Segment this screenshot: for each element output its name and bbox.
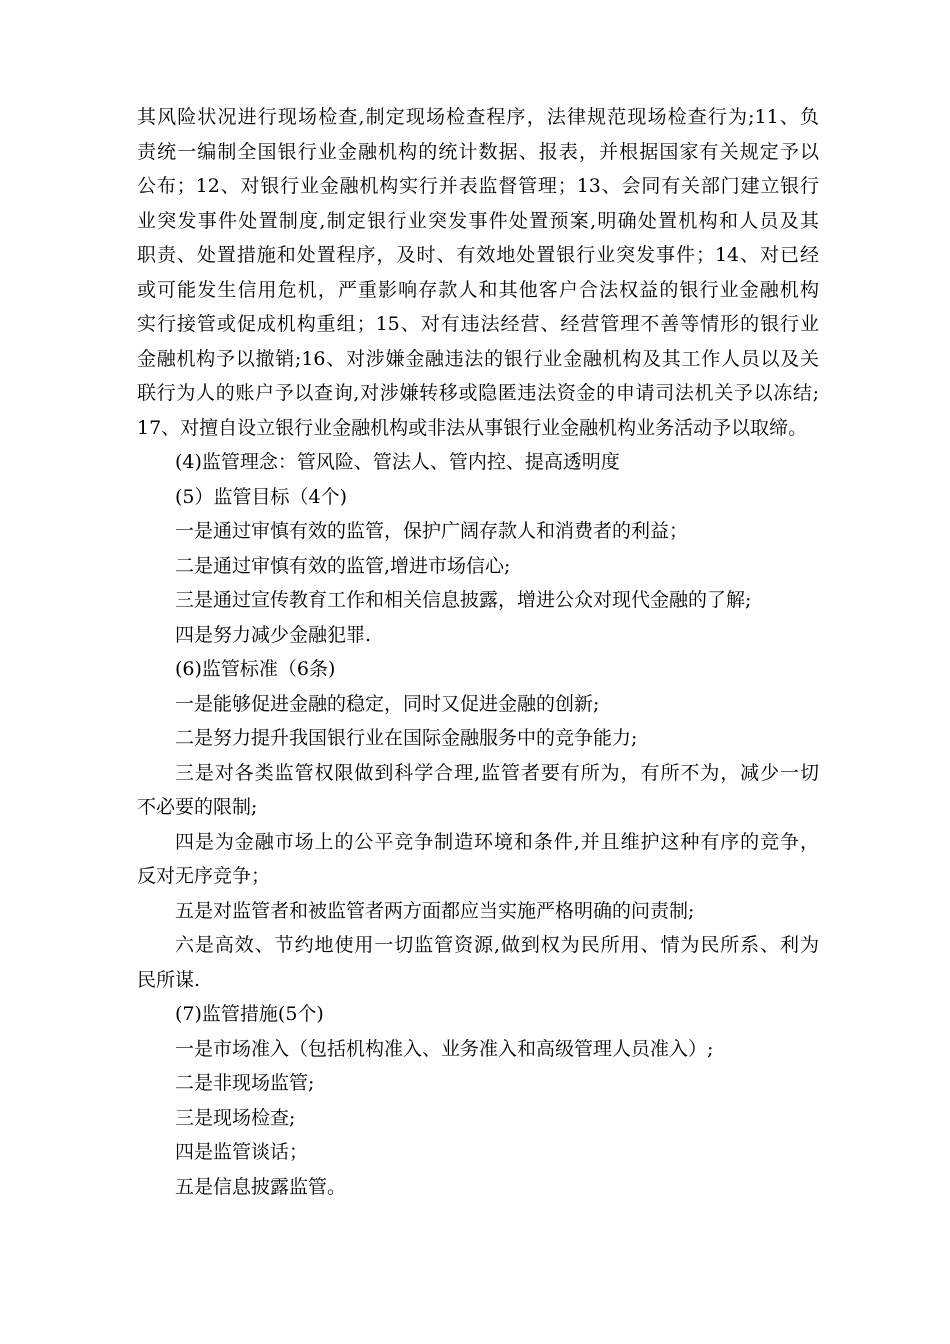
section-heading: (6)监管标准（6条) (175, 658, 336, 680)
paragraph-line: 实行接管或促成机构重组；15、对有违法经营、经营管理不善等情形的银行业 (137, 313, 819, 335)
paragraph-line: 联行为人的账户予以查询,对涉嫌转移或隐匿违法资金的申请司法机关予以冻结; (137, 382, 819, 404)
paragraph-line: 17、对擅自设立银行业金融机构或非法从事银行业金融机构业务活动予以取缔。 (137, 416, 808, 439)
section-heading: (7)监管措施(5个) (175, 1003, 324, 1025)
list-item: 五是对监管者和被监管者两方面都应当实施严格明确的问责制; (175, 899, 695, 922)
section-heading: (5）监管目标（4个) (175, 485, 348, 508)
list-item: 四是努力减少金融犯罪. (175, 623, 372, 646)
paragraph-line: 业突发事件处置制度,制定银行业突发事件处置预案,明确处置机构和人员及其 (137, 209, 819, 232)
paragraph-line: 或可能发生信用危机，严重影响存款人和其他客户合法权益的银行业金融机构 (137, 278, 819, 301)
paragraph-line: 公布；12、对银行业金融机构实行并表监督管理；13、会同有关部门建立银行 (137, 175, 819, 197)
list-item: 二是非现场监管; (175, 1072, 315, 1094)
list-item-continuation: 不必要的限制; (137, 796, 258, 818)
list-item: 五是信息披露监管。 (175, 1175, 347, 1198)
list-item: 三是对各类监管权限做到科学合理,监管者要有所为，有所不为，减少一切 (175, 761, 819, 784)
paragraph-line: 金融机构予以撤销;16、对涉嫌金融违法的银行业金融机构及其工作人员以及关 (137, 347, 819, 370)
list-item: 四是为金融市场上的公平竞争制造环境和条件,并且维护这种有序的竞争， (175, 830, 819, 853)
list-item: 三是通过宣传教育工作和相关信息披露，增进公众对现代金融的了解; (175, 589, 752, 611)
list-item: 一是通过审慎有效的监管，保护广阔存款人和消费者的利益； (175, 520, 689, 542)
list-item-continuation: 民所谋. (137, 968, 201, 991)
list-item: 二是通过审慎有效的监管,增进市场信心; (175, 554, 511, 577)
paragraph-line: 其风险状况进行现场检查,制定现场检查程序，法律规范现场检查行为;11、负 (137, 106, 819, 128)
section-heading: (4)监管理念：管风险、管法人、管内控、提高透明度 (175, 451, 620, 473)
list-item: 六是高效、节约地使用一切监管资源,做到权为民所用、情为民所系、利为 (175, 934, 819, 956)
paragraph-line: 责统一编制全国银行业金融机构的统计数据、报表，并根据国家有关规定予以 (137, 140, 819, 163)
list-item: 三是现场检查; (175, 1106, 296, 1129)
document-body (137, 100, 819, 1204)
paragraph-line: 职责、处置措施和处置程序，及时、有效地处置银行业突发事件；14、对已经 (137, 244, 819, 266)
list-item: 一是能够促进金融的稳定，同时又促进金融的创新; (175, 692, 600, 715)
list-item: 二是努力提升我国银行业在国际金融服务中的竞争能力; (175, 727, 638, 749)
list-item: 一是市场准入（包括机构准入、业务准入和高级管理人员准入）; (175, 1037, 714, 1060)
list-item: 四是监管谈话； (175, 1141, 309, 1163)
list-item-continuation: 反对无序竞争； (137, 865, 271, 887)
